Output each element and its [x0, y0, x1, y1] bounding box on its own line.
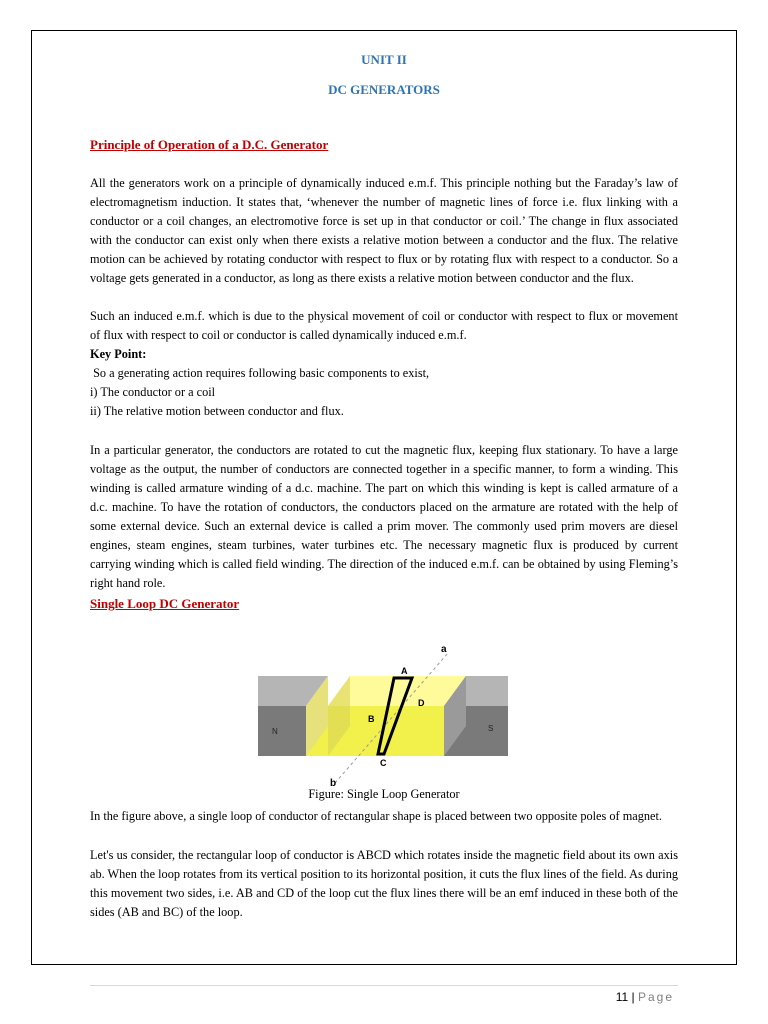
- page-label: Page: [637, 990, 674, 1004]
- loop-label-b: B: [368, 714, 375, 724]
- key-point-item: i) The conductor or a coil: [90, 385, 216, 399]
- axis-label-b: b: [330, 778, 337, 788]
- n-pole-front: [258, 706, 306, 756]
- page-footer: [616, 990, 674, 1004]
- key-point-label: Key Point:: [90, 347, 147, 361]
- figure-caption: Figure: Single Loop Generator: [308, 787, 460, 801]
- induced-emf-paragraph: Such an induced e.m.f. which is due to the physical movement of coil or conductor with respect to flux or movement of flux with respect to coil or conductor is called dynamically induced e.m.f.: [90, 309, 678, 342]
- figure-description-paragraph: In the figure above, a single loop of conductor of rectangular shape is placed between two opposite poles of magnet.: [90, 809, 662, 823]
- pole-label-n: N: [272, 727, 278, 736]
- loop-label-d: D: [418, 698, 425, 708]
- key-point-list: [90, 364, 678, 421]
- single-loop-generator-figure: [258, 638, 508, 788]
- loop-rotation-paragraph: Let's us consider, the rectangular loop of conductor is ABCD which rotates inside the magnetic field about its own axis ab. When the loop rotates from its vertical position to its horizontal position, it cuts the flux lines of the field. As during this movement two sides, i.e. AB and CD of the loop cut the flux lines there will be an emf induced in these both of the sides (AB and BC) of the loop.: [90, 848, 678, 919]
- footer-separator: |: [631, 990, 635, 1004]
- key-point-item: ii) The relative motion between conductor and flux.: [90, 404, 344, 418]
- footer-rule: [90, 985, 678, 986]
- principle-paragraph: All the generators work on a principle of dynamically induced e.m.f. This principle nothing but the Faraday’s law of electromagnetism induction. It states that, ‘whenever the number of magnetic lines of force i.e. flux linking with a conductor or a coil changes, an electromotive force is set up in that conductor or coil.’ The change in flux associated with the conductor can exist only when there exists a relative motion between a conductor and the flux. The relative motion can be achieved by rotating conductor with respect to flux or by rotating flux with respect to a conductor. So a voltage gets generated in a conductor, as long as there exists a relative motion between conductor and the flux.: [90, 176, 678, 285]
- page-number: 11: [615, 990, 629, 1004]
- single-loop-heading: Single Loop DC Generator: [90, 596, 240, 611]
- chapter-title: DC GENERATORS: [328, 82, 440, 97]
- pole-label-s: S: [488, 724, 494, 733]
- principle-heading: Principle of Operation of a D.C. Generator: [90, 137, 329, 152]
- unit-title: UNIT II: [361, 52, 407, 67]
- axis-label-a: a: [441, 644, 447, 655]
- loop-label-c: C: [380, 758, 387, 768]
- generator-paragraph: In a particular generator, the conductors are rotated to cut the magnetic flux, keeping flux stationary. To have a large voltage as the output, the number of conductors are connected together in a specific manner, to form a winding. This winding is called armature winding of a d.c. machine. The part on which this winding is kept is called armature of a d.c. machine. To have the rotation of conductors, the conductors placed on the armature are rotated with the help of some external device. Such an external device is called a prim mover. The commonly used prim movers are diesel engines, steam engines, steam turbines, water turbines etc. The necessary magnetic flux is produced by current carrying winding which is called field winding. The direction of the induced e.m.f. can be obtained by using Fleming’s right hand role.: [90, 443, 678, 590]
- loop-label-a: A: [401, 666, 408, 676]
- key-point-intro: So a generating action requires following basic components to exist,: [90, 366, 430, 380]
